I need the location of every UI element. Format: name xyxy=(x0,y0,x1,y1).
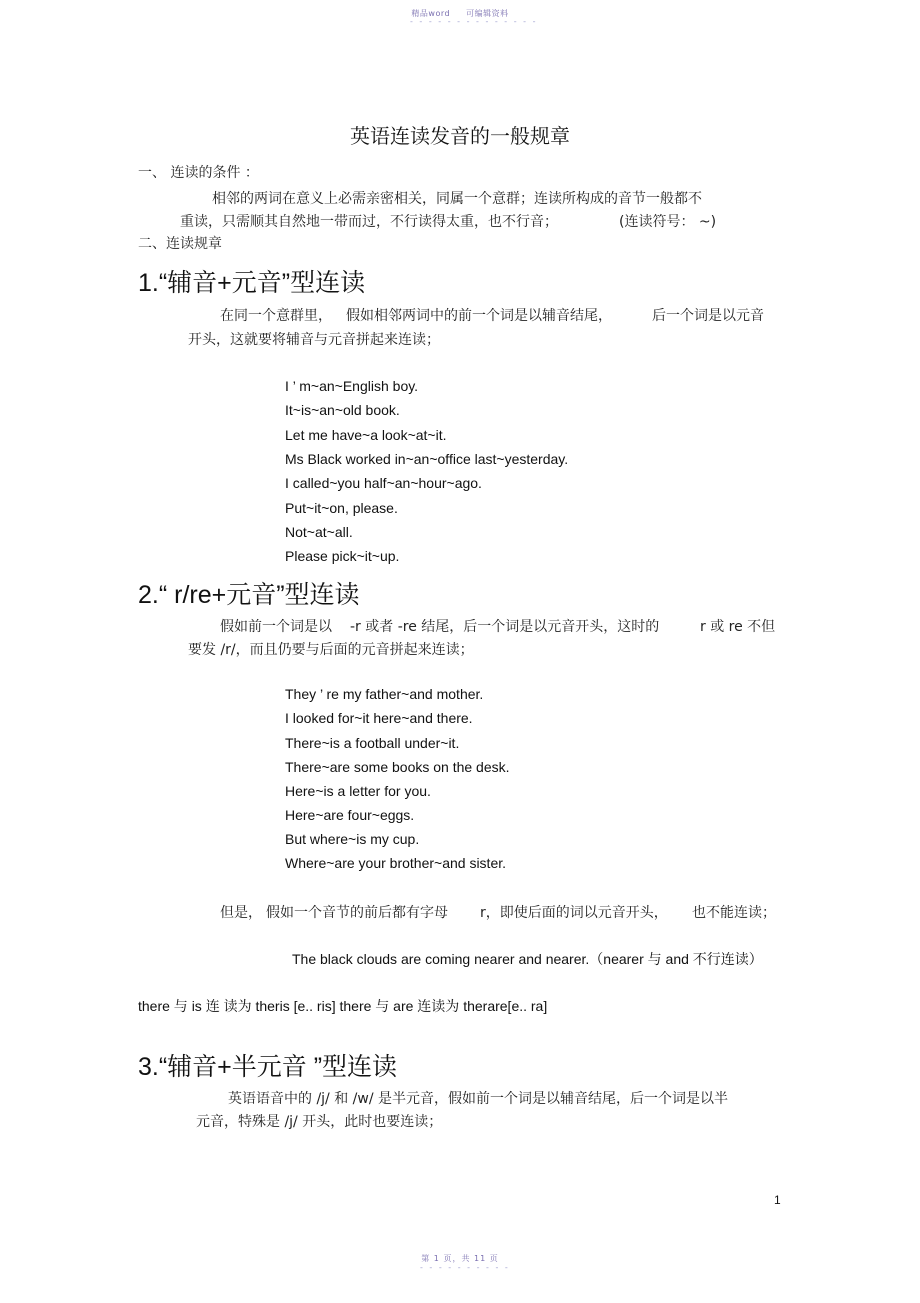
rule-1-example: Let me have~a look~at~it. xyxy=(285,427,447,443)
rule-2-there-note: there 与 is 连 读为 theris [e.. ris] there 与 are 连读为 therare[e.. ra] xyxy=(138,998,548,1014)
page-number: 1 xyxy=(774,1193,781,1207)
rule-2-example: They ’ re my father~and mother. xyxy=(285,686,484,702)
rule-2-example: Where~are your brother~and sister. xyxy=(285,855,507,871)
section-1-heading: 一、 连读的条件 ： xyxy=(138,165,259,181)
rule-1-example: Put~it~on, please. xyxy=(285,500,398,516)
rule-2-example: There~is a football under~it. xyxy=(285,735,460,751)
footer-dashes: - - - - - - - - - - xyxy=(420,1263,510,1272)
rule-2-exception-example: The black clouds are coming nearer and nearer.（nearer 与 and 不行连读） xyxy=(292,951,763,967)
rule-2-exception-part-2: 假如一个音节的前后都有字母 xyxy=(266,905,448,921)
rule-3-desc-line-2: 元音，特殊是 /j/ 开头，此时也要连读； xyxy=(196,1114,443,1130)
rule-2-desc-part-1: 假如前一个词是以 xyxy=(220,619,332,635)
rule-3-title: 3.“辅音+半元音 ”型连读 xyxy=(138,1053,398,1081)
rule-2-example: But where~is my cup. xyxy=(285,831,420,847)
rule-2-example: Here~are four~eggs. xyxy=(285,807,415,823)
rule-1-example: I called~you half~an~hour~ago. xyxy=(285,475,482,491)
header-dashes: - - - - - - - - - - - - - - xyxy=(410,17,538,26)
rule-2-desc-part-3: r 或 re 不但 xyxy=(700,619,776,635)
rule-2-example: Here~is a letter for you. xyxy=(285,783,431,799)
rule-1-desc-part-1: 在同一个意群里， xyxy=(220,308,332,324)
link-symbol-note: (连读符号： ~) xyxy=(619,214,717,230)
rule-3-desc-line-1: 英语语音中的 /j/ 和 /w/ 是半元音，假如前一个词是以辅音结尾，后一个词是以半 xyxy=(228,1091,729,1107)
rule-1-example: Ms Black worked in~an~office last~yesterday. xyxy=(285,451,569,467)
section-1-para-line-2: 重读，只需顺其自然地一带而过，不行读得太重，也不行音； xyxy=(180,214,558,230)
section-1-para-line-1: 相邻的两词在意义上必需亲密相关，同属一个意群；连读所构成的音节一般都不 xyxy=(212,191,702,207)
rule-2-desc-line-2: 要发 /r/，而且仍要与后面的元音拼起来连读； xyxy=(188,642,474,658)
rule-2-desc-part-2: -r 或者 -re 结尾，后一个词是以元音开头，这时的 xyxy=(350,619,660,635)
rule-2-exception-part-1: 但是， xyxy=(220,905,262,921)
watermark-left: 精品word xyxy=(411,9,451,18)
rule-2-title: 2.“ r/re+元音”型连读 xyxy=(138,581,360,609)
watermark-right: 可编辑资料 xyxy=(466,9,509,18)
rule-1-desc-part-2: 假如相邻两词中的前一个词是以辅音结尾， xyxy=(346,308,612,324)
rule-1-example: Please pick~it~up. xyxy=(285,548,400,564)
footer-watermark: 第 1 页，共 11 页 xyxy=(421,1254,499,1263)
rule-1-desc-line-2: 开头，这就要将辅音与元音拼起来连读； xyxy=(188,332,440,348)
rule-2-example: I looked for~it here~and there. xyxy=(285,710,473,726)
rule-2-example: There~are some books on the desk. xyxy=(285,759,510,775)
rule-1-example: Not~at~all. xyxy=(285,524,353,540)
document-title: 英语连读发音的一般规章 xyxy=(350,124,570,148)
rule-1-title: 1.“辅音+元音”型连读 xyxy=(138,269,366,297)
section-2-heading: 二、连读规章 xyxy=(138,236,222,252)
rule-1-example: I ’ m~an~English boy. xyxy=(285,378,419,394)
rule-2-exception-part-3: r，即使后面的词以元音开头， xyxy=(480,905,668,921)
rule-2-exception-part-4: 也不能连读； xyxy=(692,905,776,921)
rule-1-example: It~is~an~old book. xyxy=(285,402,400,418)
rule-1-desc-part-3: 后一个词是以元音 xyxy=(652,308,764,324)
